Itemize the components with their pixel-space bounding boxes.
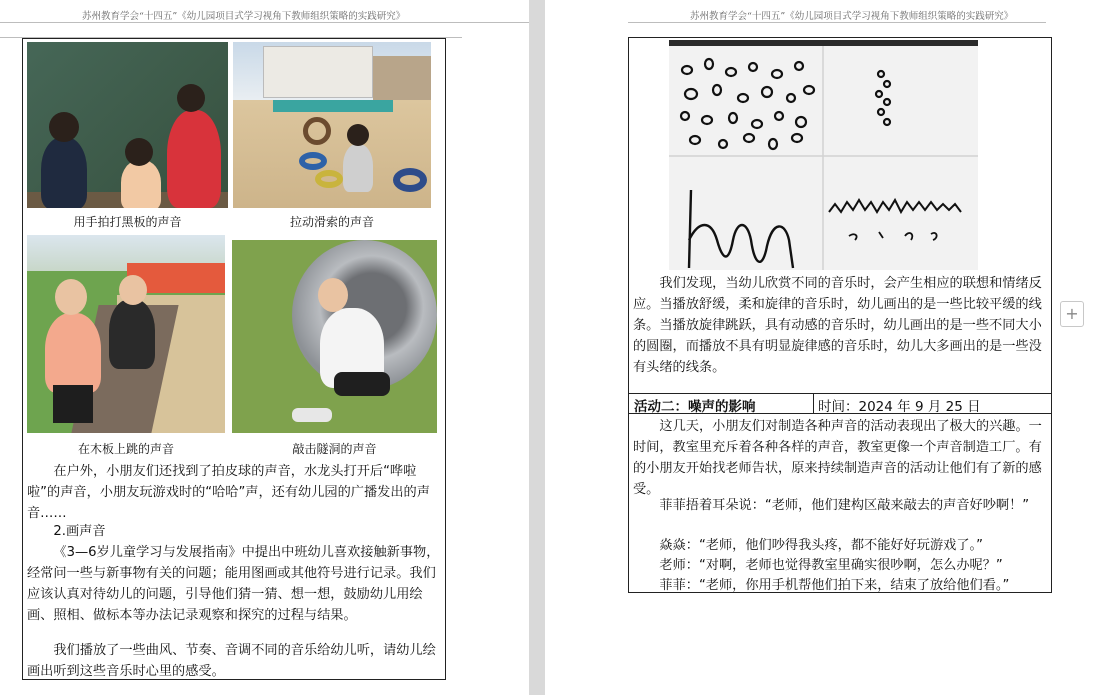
- paragraph-observation: 我们发现，当幼儿欣赏不同的音乐时，会产生相应的联想和情绪反应。当播放舒缓，柔和旋律的音乐时，幼儿画出的是一些比较平缓的线条。当播放旋律跳跃，具有动感的音乐时，幼儿画出的是一些不同大小的圆圈，而播放不具有明显旋律感的音乐时，幼儿大多画出的是一些没有头绪的线条。: [633, 276, 1042, 375]
- photo-blackboard: [27, 42, 228, 208]
- caption-wooden-board: 在木板上跳的声音: [77, 442, 174, 456]
- header-rule: [0, 22, 529, 23]
- paragraph-outdoor-sounds: 在户外，小朋友们还找到了拍皮球的声音，水龙头打开后“哗啦啦”的声音，小朋友玩游戏时的“哈哈”声，还有幼儿园的广播发出的声音……: [27, 464, 430, 521]
- header-rule: [628, 22, 1046, 23]
- photo-zipline: [233, 42, 431, 208]
- activity-time-label: 时间：2024 年 9 月 25 日: [818, 399, 981, 415]
- table-cell-divider: [813, 393, 814, 413]
- dialogue-feifei-2: 菲菲：“老师，你用手机帮他们拍下来，结束了放给他们看。”: [659, 578, 1010, 593]
- caption-zipline: 拉动滑索的声音: [289, 215, 374, 229]
- plus-icon: +: [1065, 304, 1079, 323]
- paragraph-guideline: 《3—6岁儿童学习与发展指南》中提出中班幼儿喜欢接触新事物，经常问一些与新事物有关的问题；能用图画或其他符号进行记录。我们应该认真对待幼儿的问题，引导他们猜一猜、想一想，鼓励幼儿用绘画、照相、做标本等办法记录观察和探究的过程与结果。: [27, 545, 440, 623]
- dialogue-teacher: 老师：“对啊，老师也觉得教室里确实很吵啊，怎么办呢？”: [659, 558, 1003, 573]
- activity-two-label: 活动二：噪声的影响: [634, 399, 756, 415]
- add-button[interactable]: [1060, 301, 1084, 327]
- photo-children-drawings: [669, 40, 978, 270]
- section-heading-draw-sound: 2.画声音: [53, 524, 106, 539]
- document-page-left: [0, 0, 529, 695]
- page-header: 苏州教育学会“十四五”《幼儿园项目式学习视角下教师组织策略的实践研究》: [690, 11, 1014, 22]
- caption-blackboard: 用手拍打黑板的声音: [73, 215, 182, 229]
- document-page-right: [545, 0, 1096, 695]
- photo-tunnel: [232, 240, 437, 433]
- page-header: 苏州教育学会“十四五”《幼儿园项目式学习视角下教师组织策略的实践研究》: [82, 11, 406, 22]
- photo-wooden-board: [27, 235, 225, 433]
- dialogue-feifei-1: 菲菲捂着耳朵说：“老师，他们建构区敲来敲去的声音好吵啊！”: [659, 498, 1030, 513]
- caption-tunnel: 敲击隧洞的声音: [292, 442, 377, 456]
- page-gutter: [529, 0, 545, 695]
- paragraph-music-drawing: 我们播放了一些曲风、节奏、音调不同的音乐给幼儿听，请幼儿绘画出听到这些音乐时心里的感受。: [27, 643, 436, 679]
- paragraph-noise-intro: 这几天，小朋友们对制造各种声音的活动表现出了极大的兴趣。一时间，教室里充斥着各种各样的声音，教室更像一个声音制造工厂。有的小朋友开始找老师告状，原来持续制造声音的活动让他们有了新的感受。: [633, 419, 1042, 497]
- table-rule-top: [628, 393, 1052, 394]
- dialogue-yanyan: 焱焱：“老师，他们吵得我头疼，都不能好好玩游戏了。”: [659, 538, 983, 553]
